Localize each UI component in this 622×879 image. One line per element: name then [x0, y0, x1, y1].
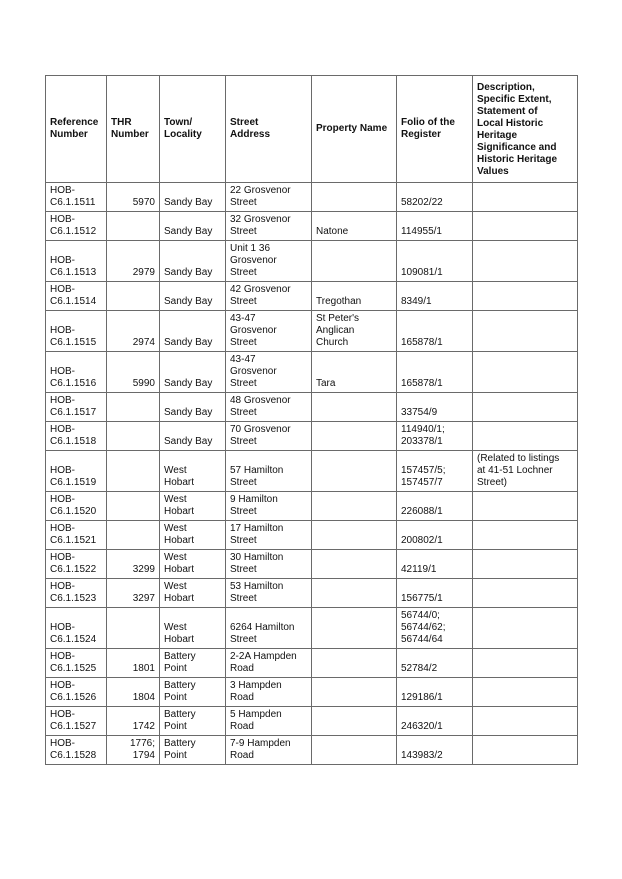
table-row: [46, 550, 578, 579]
cell-folio: 157457/5; 157457/7: [397, 451, 473, 492]
header-row: [46, 76, 578, 183]
cell-street-address: 3 Hampden Road: [226, 678, 312, 707]
cell-description: [473, 311, 578, 352]
cell-town-locality: Sandy Bay: [160, 393, 226, 422]
cell-reference-number: HOB- C6.1.1513: [46, 241, 107, 282]
table-row: [46, 492, 578, 521]
cell-thr-number: 3299: [107, 550, 160, 579]
cell-property-name: Tregothan: [312, 282, 397, 311]
cell-reference-number: HOB- C6.1.1516: [46, 352, 107, 393]
header-folio-of-register: Folio of the Register: [397, 76, 473, 183]
cell-description: [473, 393, 578, 422]
header-street-address: Street Address: [226, 76, 312, 183]
table-row: [46, 282, 578, 311]
cell-folio: 58202/22: [397, 183, 473, 212]
cell-description: [473, 492, 578, 521]
cell-description: [473, 422, 578, 451]
header-thr-number: THR Number: [107, 76, 160, 183]
cell-property-name: [312, 579, 397, 608]
cell-description: [473, 678, 578, 707]
cell-folio: 226088/1: [397, 492, 473, 521]
cell-thr-number: [107, 521, 160, 550]
cell-description: [473, 183, 578, 212]
cell-street-address: 32 Grosvenor Street: [226, 212, 312, 241]
table-row: [46, 451, 578, 492]
cell-property-name: [312, 707, 397, 736]
cell-street-address: 53 Hamilton Street: [226, 579, 312, 608]
cell-town-locality: Battery Point: [160, 649, 226, 678]
cell-street-address: 9 Hamilton Street: [226, 492, 312, 521]
cell-folio: 143983/2: [397, 736, 473, 765]
cell-street-address: 5 Hampden Road: [226, 707, 312, 736]
cell-street-address: 43-47 Grosvenor Street: [226, 352, 312, 393]
cell-description: [473, 707, 578, 736]
cell-property-name: [312, 736, 397, 765]
cell-town-locality: West Hobart: [160, 492, 226, 521]
cell-thr-number: [107, 212, 160, 241]
header-property-name: Property Name: [312, 76, 397, 183]
cell-thr-number: [107, 608, 160, 649]
cell-town-locality: West Hobart: [160, 579, 226, 608]
cell-street-address: Unit 1 36 Grosvenor Street: [226, 241, 312, 282]
table-row: [46, 608, 578, 649]
cell-town-locality: Sandy Bay: [160, 352, 226, 393]
cell-reference-number: HOB- C6.1.1524: [46, 608, 107, 649]
cell-folio: 33754/9: [397, 393, 473, 422]
header-town-locality: Town/ Locality: [160, 76, 226, 183]
table-row: [46, 736, 578, 765]
cell-town-locality: Sandy Bay: [160, 422, 226, 451]
cell-reference-number: HOB- C6.1.1527: [46, 707, 107, 736]
header-reference-number: Reference Number: [46, 76, 107, 183]
cell-description: [473, 521, 578, 550]
cell-description: [473, 241, 578, 282]
cell-street-address: 42 Grosvenor Street: [226, 282, 312, 311]
cell-property-name: [312, 422, 397, 451]
cell-description: (Related to listings at 41-51 Lochner Street): [473, 451, 578, 492]
cell-thr-number: 3297: [107, 579, 160, 608]
cell-street-address: 43-47 Grosvenor Street: [226, 311, 312, 352]
cell-thr-number: [107, 422, 160, 451]
cell-reference-number: HOB- C6.1.1512: [46, 212, 107, 241]
cell-description: [473, 579, 578, 608]
cell-thr-number: 1804: [107, 678, 160, 707]
heritage-listing-table: [45, 75, 578, 765]
table-row: [46, 241, 578, 282]
cell-description: [473, 212, 578, 241]
cell-folio: 129186/1: [397, 678, 473, 707]
cell-thr-number: [107, 282, 160, 311]
cell-street-address: 48 Grosvenor Street: [226, 393, 312, 422]
cell-reference-number: HOB- C6.1.1514: [46, 282, 107, 311]
cell-thr-number: [107, 451, 160, 492]
table-row: [46, 311, 578, 352]
table-body: [46, 183, 578, 765]
cell-thr-number: 2974: [107, 311, 160, 352]
cell-reference-number: HOB- C6.1.1525: [46, 649, 107, 678]
cell-street-address: 17 Hamilton Street: [226, 521, 312, 550]
cell-folio: 52784/2: [397, 649, 473, 678]
cell-street-address: 57 Hamilton Street: [226, 451, 312, 492]
cell-description: [473, 736, 578, 765]
cell-town-locality: West Hobart: [160, 521, 226, 550]
cell-thr-number: 5970: [107, 183, 160, 212]
cell-town-locality: Sandy Bay: [160, 183, 226, 212]
cell-thr-number: [107, 492, 160, 521]
table-row: [46, 678, 578, 707]
cell-reference-number: HOB- C6.1.1515: [46, 311, 107, 352]
cell-thr-number: [107, 393, 160, 422]
cell-town-locality: West Hobart: [160, 550, 226, 579]
cell-street-address: 22 Grosvenor Street: [226, 183, 312, 212]
cell-reference-number: HOB- C6.1.1520: [46, 492, 107, 521]
cell-town-locality: Battery Point: [160, 736, 226, 765]
cell-folio: 56744/0; 56744/62; 56744/64: [397, 608, 473, 649]
cell-folio: 165878/1: [397, 311, 473, 352]
cell-folio: 114955/1: [397, 212, 473, 241]
cell-folio: 165878/1: [397, 352, 473, 393]
cell-property-name: Natone: [312, 212, 397, 241]
cell-town-locality: West Hobart: [160, 608, 226, 649]
cell-folio: 200802/1: [397, 521, 473, 550]
cell-description: [473, 550, 578, 579]
cell-property-name: [312, 393, 397, 422]
cell-description: [473, 282, 578, 311]
cell-town-locality: West Hobart: [160, 451, 226, 492]
cell-description: [473, 352, 578, 393]
cell-property-name: [312, 183, 397, 212]
cell-reference-number: HOB- C6.1.1526: [46, 678, 107, 707]
cell-thr-number: 1776; 1794: [107, 736, 160, 765]
cell-folio: 109081/1: [397, 241, 473, 282]
cell-town-locality: Battery Point: [160, 707, 226, 736]
cell-thr-number: 1801: [107, 649, 160, 678]
cell-property-name: [312, 550, 397, 579]
cell-reference-number: HOB- C6.1.1518: [46, 422, 107, 451]
table-row: [46, 649, 578, 678]
cell-reference-number: HOB- C6.1.1523: [46, 579, 107, 608]
cell-town-locality: Sandy Bay: [160, 212, 226, 241]
table-row: [46, 422, 578, 451]
cell-property-name: [312, 521, 397, 550]
cell-property-name: [312, 451, 397, 492]
cell-reference-number: HOB- C6.1.1521: [46, 521, 107, 550]
cell-property-name: [312, 492, 397, 521]
cell-description: [473, 649, 578, 678]
cell-folio: 8349/1: [397, 282, 473, 311]
table-row: [46, 393, 578, 422]
cell-town-locality: Battery Point: [160, 678, 226, 707]
cell-thr-number: 5990: [107, 352, 160, 393]
table-row: [46, 212, 578, 241]
cell-property-name: St Peter's Anglican Church: [312, 311, 397, 352]
cell-folio: 114940/1; 203378/1: [397, 422, 473, 451]
cell-reference-number: HOB- C6.1.1528: [46, 736, 107, 765]
cell-reference-number: HOB- C6.1.1511: [46, 183, 107, 212]
table-row: [46, 183, 578, 212]
cell-street-address: 2-2A Hampden Road: [226, 649, 312, 678]
cell-thr-number: 2979: [107, 241, 160, 282]
header-description: Description, Specific Extent, Statement of Local Historic Heritage Significance and Historic Heritage Values: [473, 76, 578, 183]
cell-property-name: [312, 608, 397, 649]
cell-reference-number: HOB- C6.1.1517: [46, 393, 107, 422]
cell-property-name: [312, 649, 397, 678]
cell-property-name: [312, 678, 397, 707]
cell-town-locality: Sandy Bay: [160, 311, 226, 352]
cell-folio: 156775/1: [397, 579, 473, 608]
table-row: [46, 352, 578, 393]
cell-street-address: 70 Grosvenor Street: [226, 422, 312, 451]
cell-folio: 42119/1: [397, 550, 473, 579]
cell-thr-number: 1742: [107, 707, 160, 736]
table-row: [46, 521, 578, 550]
cell-property-name: [312, 241, 397, 282]
cell-folio: 246320/1: [397, 707, 473, 736]
cell-reference-number: HOB- C6.1.1522: [46, 550, 107, 579]
cell-street-address: 6264 Hamilton Street: [226, 608, 312, 649]
cell-reference-number: HOB- C6.1.1519: [46, 451, 107, 492]
cell-town-locality: Sandy Bay: [160, 241, 226, 282]
cell-description: [473, 608, 578, 649]
cell-property-name: Tara: [312, 352, 397, 393]
cell-town-locality: Sandy Bay: [160, 282, 226, 311]
table-row: [46, 707, 578, 736]
cell-street-address: 30 Hamilton Street: [226, 550, 312, 579]
cell-street-address: 7-9 Hampden Road: [226, 736, 312, 765]
table-row: [46, 579, 578, 608]
